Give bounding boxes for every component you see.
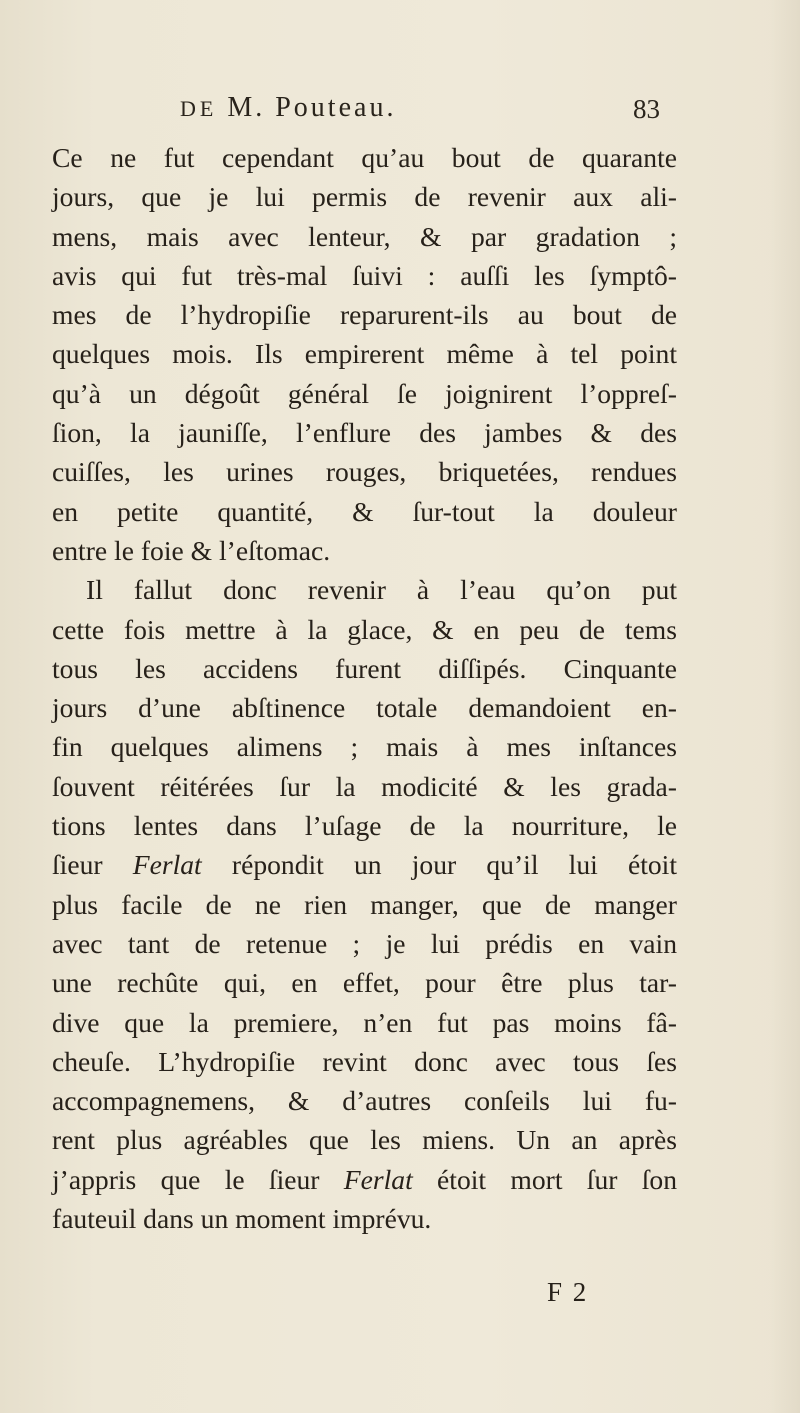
text-line: jours d’une abſtinence totale demandoient en- (52, 692, 677, 724)
text-line: plus facile de ne rien manger, que de manger (52, 888, 677, 920)
header-author: Pouteau. (275, 92, 397, 123)
running-title (180, 92, 396, 124)
signature-mark: F 2 (547, 1277, 589, 1307)
text-line: fin quelques alimens ; mais à mes inſtances (52, 731, 677, 763)
header-prefix: DE (180, 96, 218, 121)
italic-name: Ferlat (343, 1163, 413, 1195)
text-line: tous les accidens furent diſſipés. Cinquante (52, 652, 677, 684)
text-line: avec tant de retenue ; je lui prédis en vain (52, 927, 677, 959)
text-line: jours, que je lui permis de revenir aux ali- (52, 181, 677, 213)
page-number: 83 (633, 94, 660, 124)
text-line: Il fallut donc revenir à l’eau qu’on put (86, 574, 677, 606)
header-initial: M. (227, 92, 266, 123)
text-line: cheuſe. L’hydropiſie revint donc avec tous ſes (52, 1045, 677, 1077)
text-line: fauteuil dans un moment imprévu. (52, 1203, 432, 1235)
text-line: dive que la premiere, n’en fut pas moins fâ- (52, 1006, 677, 1038)
text-line: quelques mois. Ils empirerent même à tel point (52, 338, 677, 370)
text-segment: ſieur (52, 849, 133, 881)
text-line: cuiſſes, les urines rouges, briquetées, rendues (52, 456, 677, 488)
italic-name: Ferlat (132, 849, 202, 881)
text-line (52, 845, 677, 884)
text-line: mes de l’hydropiſie reparurent-ils au bout de (52, 299, 677, 331)
text-line: Ce ne fut cependant qu’au bout de quarante (52, 142, 677, 173)
text-line: une rechûte qui, en effet, pour être plus tar- (52, 967, 677, 999)
text-line: cette fois mettre à la glace, & en peu de tems (52, 613, 677, 645)
text-line (52, 1160, 677, 1199)
text-line: ſouvent réitérées ſur la modicité & les grada- (52, 770, 677, 802)
text-line: avis qui fut très-mal ſuivi : auſſi les ſymptô- (52, 259, 677, 291)
text-line: rent plus agréables que les miens. Un an après (52, 1124, 677, 1156)
text-segment: étoit mort ſur ſon (412, 1163, 677, 1195)
text-line: en petite quantité, & ſur-tout la douleur (52, 495, 677, 527)
text-line: qu’à un dégoût général ſe joignirent l’oppreſ- (52, 377, 677, 409)
text-segment: répondit un jour qu’il lui étoit (201, 849, 677, 881)
page-edge-shadow (770, 0, 800, 1413)
running-header (180, 92, 660, 132)
body-text (52, 138, 677, 1238)
text-line: entre le foie & l’eſtomac. (52, 534, 331, 566)
text-line: tions lentes dans l’uſage de la nourriture, le (52, 810, 677, 842)
text-line: accompagnemens, & d’autres conſeils lui fu- (52, 1085, 677, 1117)
text-line: mens, mais avec lenteur, & par gradation ; (52, 220, 677, 252)
text-segment: j’appris que le ſieur (52, 1163, 344, 1195)
text-line: ſion, la jauniſſe, l’enflure des jambes & des (52, 417, 677, 449)
